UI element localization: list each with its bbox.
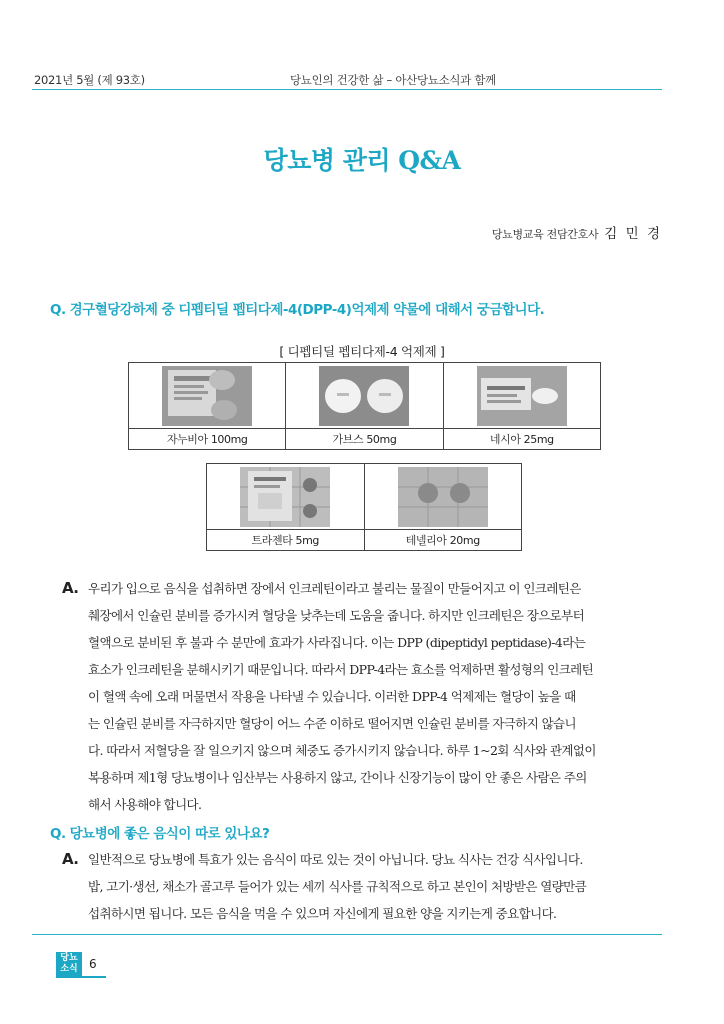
drug-label: 가브스 50mg [286, 429, 443, 450]
nesina-photo [477, 366, 567, 426]
answer-marker: A. [62, 850, 79, 868]
issue-label: 2021년 5월 (제 93호) [34, 73, 145, 87]
drug-photo-cell [364, 464, 522, 530]
question-text: 경구혈당강하제 중 디펩티딜 펩티다제-4(DPP-4)억제제 약물에 대해서 궁금합니다. [69, 302, 545, 318]
drug-table-row-2 [206, 463, 522, 551]
badge-top-text: 당뇨 [60, 953, 78, 963]
drug-label: 자누비아 100mg [129, 429, 286, 450]
answer-line: 섭취하시면 됩니다. 모든 음식을 먹을 수 있으며 자신에게 필요한 양을 지키는게 중요합니다. [88, 906, 557, 921]
newsletter-badge [56, 952, 82, 976]
trajenta-photo [240, 467, 330, 527]
drug-photo-cell [286, 363, 443, 429]
question-marker: Q. [50, 302, 66, 318]
answer-line: 복용하며 제1형 당뇨병이나 임산부는 사용하지 않고, 간이나 신장기능이 많이 안 좋은 사람은 주의 [88, 770, 587, 785]
page-number: 6 [89, 957, 97, 971]
drug-label: 네시아 25mg [443, 429, 600, 450]
question-marker: Q. [50, 826, 66, 842]
question-text: 당뇨병에 좋은 음식이 따로 있나요? [69, 826, 270, 842]
header-divider [32, 89, 662, 90]
footer-divider [32, 934, 662, 935]
drug-table-row-1 [128, 362, 601, 450]
answer-marker: A. [62, 579, 79, 597]
answer-line: 우리가 입으로 음식을 섭취하면 장에서 인크레틴이라고 불리는 물질이 만들어지고 이 인크레틴은 [88, 581, 581, 596]
badge-bottom-text: 소식 [60, 964, 78, 974]
answer-2 [62, 846, 664, 927]
answer-line: 일반적으로 당뇨병에 특효가 있는 음식이 따로 있는 것이 아닙니다. 당뇨 식사는 건강 식사입니다. [88, 852, 583, 867]
page-title: 당뇨병 관리 Q&A [263, 146, 461, 175]
drug-photo-cell [129, 363, 286, 429]
tenelia-photo [398, 467, 488, 527]
question-1 [50, 298, 544, 318]
answer-line: 췌장에서 인슐린 분비를 증가시켜 혈당을 낮추는데 도움을 줍니다. 하지만 인크레틴은 장으로부터 [88, 608, 585, 623]
newsletter-subtitle: 당뇨인의 건강한 삶 – 아산당뇨소식과 함께 [290, 73, 496, 87]
running-header [32, 70, 662, 90]
author-name: 김 민 경 [604, 226, 662, 242]
drug-label: 트라젠타 5mg [207, 530, 365, 551]
answer-line: 다. 따라서 저혈당을 잘 일으키지 않으며 체중도 증가시키지 않습니다. 하루 1~2회 식사와 관계없이 [88, 743, 596, 758]
author-credit [492, 222, 662, 242]
answer-line: 효소가 인크레틴을 분해시키기 때문입니다. 따라서 DPP-4라는 효소를 억제하면 활성형의 인크레틴 [88, 662, 594, 677]
footer-underline [56, 976, 106, 978]
drug-photo-cell [207, 464, 365, 530]
answer-line: 혈액으로 분비된 후 불과 수 분만에 효과가 사라집니다. 이는 DPP (dipeptidyl peptidase)-4라는 [88, 635, 586, 650]
author-role: 당뇨병교육 전담간호사 [491, 228, 599, 241]
answer-line: 는 인슐린 분비를 자극하지만 혈당이 어느 수준 이하로 떨어지면 인슐린 분비를 자극하지 않습니 [88, 716, 577, 731]
answer-line: 해서 사용해야 합니다. [88, 797, 202, 812]
answer-line: 이 혈액 속에 오래 머물면서 작용을 나타낼 수 있습니다. 이러한 DPP-4 억제제는 혈당이 높을 때 [88, 689, 576, 704]
answer-line: 밥, 고기·생선, 채소가 골고루 들어가 있는 세끼 식사를 규칙적으로 하고 본인이 처방받은 열량만큼 [88, 879, 587, 894]
galvus-photo [319, 366, 409, 426]
januvia-photo [162, 366, 252, 426]
drug-photo-cell [443, 363, 600, 429]
figure-caption: [ 디펩티딜 펩티다제-4 억제제 ] [279, 344, 445, 359]
drug-label: 테넬리아 20mg [364, 530, 522, 551]
question-2 [50, 822, 269, 842]
answer-1 [62, 575, 664, 818]
